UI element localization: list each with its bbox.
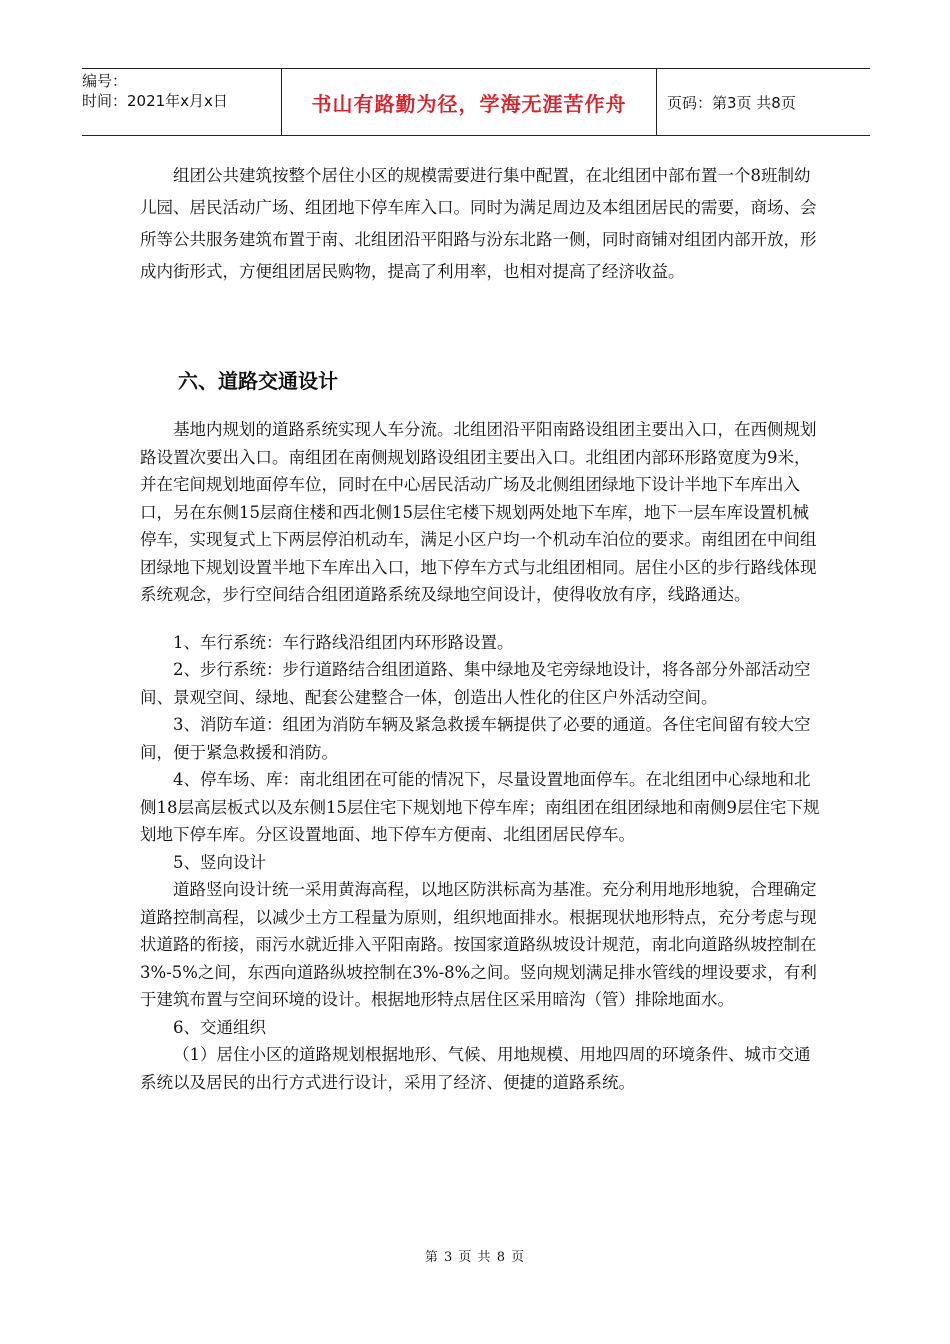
list-item: 2、步行系统：步行道路结合组团道路、集中绿地及宅旁绿地设计，将各部分外部活动空间、景观空间、绿地、配套公建整合一体，创造出人性化的住区户外活动空间。 [140,660,811,707]
header-motto: 书山有路勤为径，学海无涯苦作舟 [282,69,657,135]
list-item: 4、停车场、库：南北组团在可能的情况下，尽量设置地面停车。在北组团中心绿地和北侧18层高层板式以及东侧15层住宅下规划地下停车库；南组团在组团绿地和南侧9层住宅下规划地下停车库。分区设置地面、地下停车方便南、北组团居民停车。 [140,770,820,844]
page-footer: 第 3 页 共 8 页 [424,1250,526,1265]
document-body [140,160,820,1096]
paragraph-public-buildings: 组团公共建筑按整个居住小区的规模需要进行集中配置，在北组团中部布置一个8班制幼儿园、居民活动广场、组团地下停车库入口。同时为满足周边及本组团居民的需要，商场、会所等公共服务建筑布置于南、北组团沿平阳路与汾东北路一侧，同时商铺对组团内部开放，形成内街形式，方便组团居民购物，提高了利用率，也相对提高了经济收益。 [140,166,817,281]
document-time-label: 时间：2021年x月x日 [82,92,228,110]
list-item: 道路竖向设计统一采用黄海高程，以地区防洪标高为基准。充分利用地形地貌，合理确定道路控制高程，以减少土方工程量为原则，组织地面排水。根据现状地形特点，充分考虑与现状道路的衔接，雨污水就近排入平阳南路。按国家道路纵坡设计规范，南北向道路纵坡控制在3%-5%之间，东西向道路纵坡控制在3%-8%之间。竖向规划满足排水管线的埋设要求，有利于建筑布置与空间环境的设计。根据地形特点居住区采用暗沟（管）排除地面水。 [140,880,817,1009]
document-number-label: 编号： [82,72,128,90]
header-meta [82,69,282,135]
list-item: 6、交通组织 [173,1017,266,1037]
list-item: 5、竖向设计 [173,852,266,872]
traffic-items-list [140,629,820,1097]
list-item: （1）居住小区的道路规划根据地形、气候、用地规模、用地四周的环境条件、城市交通系统以及居民的出行方式进行设计，采用了经济、便捷的道路系统。 [140,1045,811,1092]
section-heading: 六、道路交通设计 [178,369,338,393]
paragraph-road-system: 基地内规划的道路系统实现人车分流。北组团沿平阳南路设组团主要出入口，在西侧规划路设置次要出入口。南组团在南侧规划路设组团主要出入口。北组团内部环形路宽度为9米，并在宅间规划地面停车位，同时在中心居民活动广场及北侧组团绿地下设计半地下车库出入口，另在东侧15层商住楼和西北侧15层住宅楼下规划两处地下车库，地下一层车库设置机械停车，实现复式上下两层停泊机动车，满足小区户均一个机动车泊位的要求。南组团在中间组团绿地下规划设置半地下车库出入口，地下停车方式与北组团相同。居住小区的步行路线体现系统观念，步行空间结合组团道路系统及绿地空间设计，使得收放有序，线路通达。 [140,420,817,604]
header-page-info: 页码：第3页 共8页 [667,93,796,112]
list-item: 1、车行系统：车行路线沿组团内环形路设置。 [173,632,514,652]
list-item: 3、消防车道：组团为消防车辆及紧急救援车辆提供了必要的通道。各住宅间留有较大空间，便于紧急救援和消防。 [140,715,811,762]
page-header [82,68,870,136]
